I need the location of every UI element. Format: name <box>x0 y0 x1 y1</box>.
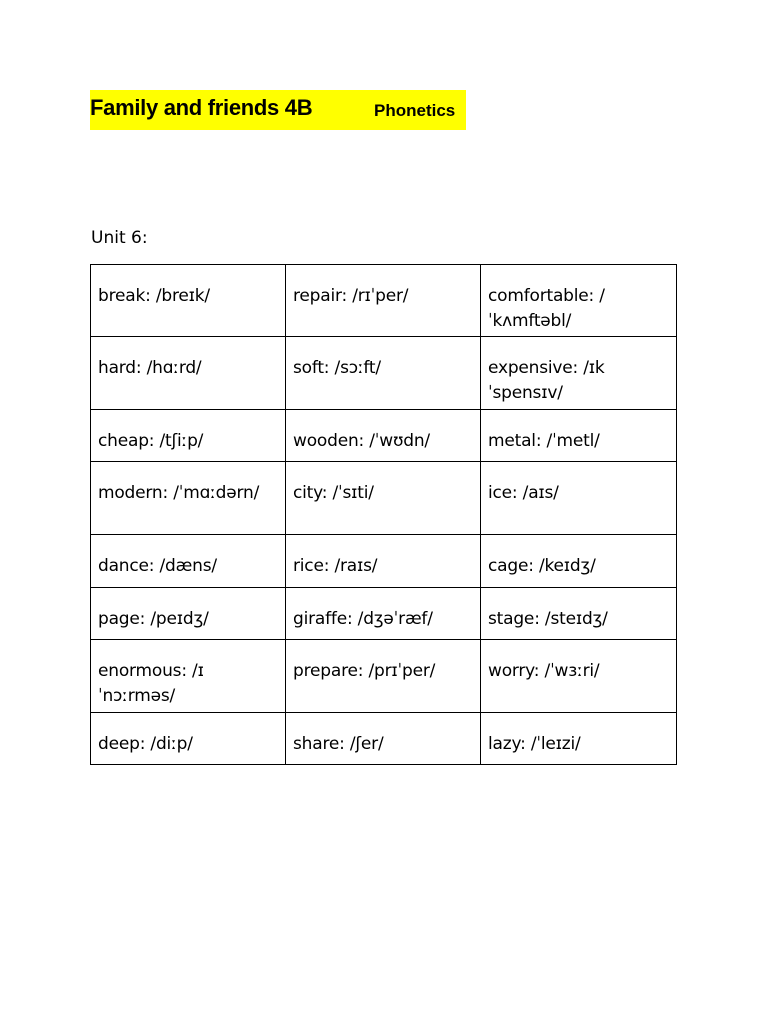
table-row <box>91 640 677 713</box>
table-cell: rice: /raɪs/ <box>286 535 481 588</box>
vocabulary-table <box>90 264 677 765</box>
table-cell: hard: /hɑːrd/ <box>91 337 286 410</box>
table-cell: worry: /ˈwɜːri/ <box>481 640 677 713</box>
table-row <box>91 462 677 535</box>
table-cell: share: /ʃer/ <box>286 713 481 765</box>
table-cell: dance: /dæns/ <box>91 535 286 588</box>
table-cell: metal: /ˈmetl/ <box>481 410 677 462</box>
table-cell: page: /peɪdʒ/ <box>91 588 286 640</box>
page-title: Family and friends 4B <box>90 95 313 120</box>
table-cell: prepare: /prɪˈper/ <box>286 640 481 713</box>
table-cell: break: /breɪk/ <box>91 265 286 337</box>
title-banner <box>90 90 466 130</box>
table-cell: giraffe: /dʒəˈræf/ <box>286 588 481 640</box>
table-row <box>91 337 677 410</box>
table-row <box>91 265 677 337</box>
table-cell: city: /ˈsɪti/ <box>286 462 481 535</box>
table-cell: lazy: /ˈleɪzi/ <box>481 713 677 765</box>
table-cell: repair: /rɪˈper/ <box>286 265 481 337</box>
table-cell: comfortable: /ˈkʌmftəbl/ <box>481 265 677 337</box>
table-cell: wooden: /ˈwʊdn/ <box>286 410 481 462</box>
table-cell: soft: /sɔːft/ <box>286 337 481 410</box>
table-row <box>91 713 677 765</box>
table-row <box>91 535 677 588</box>
page-subtitle: Phonetics <box>374 101 456 120</box>
table-cell: ice: /aɪs/ <box>481 462 677 535</box>
table-cell: cheap: /tʃiːp/ <box>91 410 286 462</box>
table-cell: enormous: /ɪˈnɔːrməs/ <box>91 640 286 713</box>
table-cell: cage: /keɪdʒ/ <box>481 535 677 588</box>
table-cell: modern: /ˈmɑːdərn/ <box>91 462 286 535</box>
table-cell: deep: /diːp/ <box>91 713 286 765</box>
table-row <box>91 410 677 462</box>
unit-label: Unit 6: <box>91 228 148 248</box>
table-row <box>91 588 677 640</box>
table-cell: expensive: /ɪkˈspensɪv/ <box>481 337 677 410</box>
table-cell: stage: /steɪdʒ/ <box>481 588 677 640</box>
